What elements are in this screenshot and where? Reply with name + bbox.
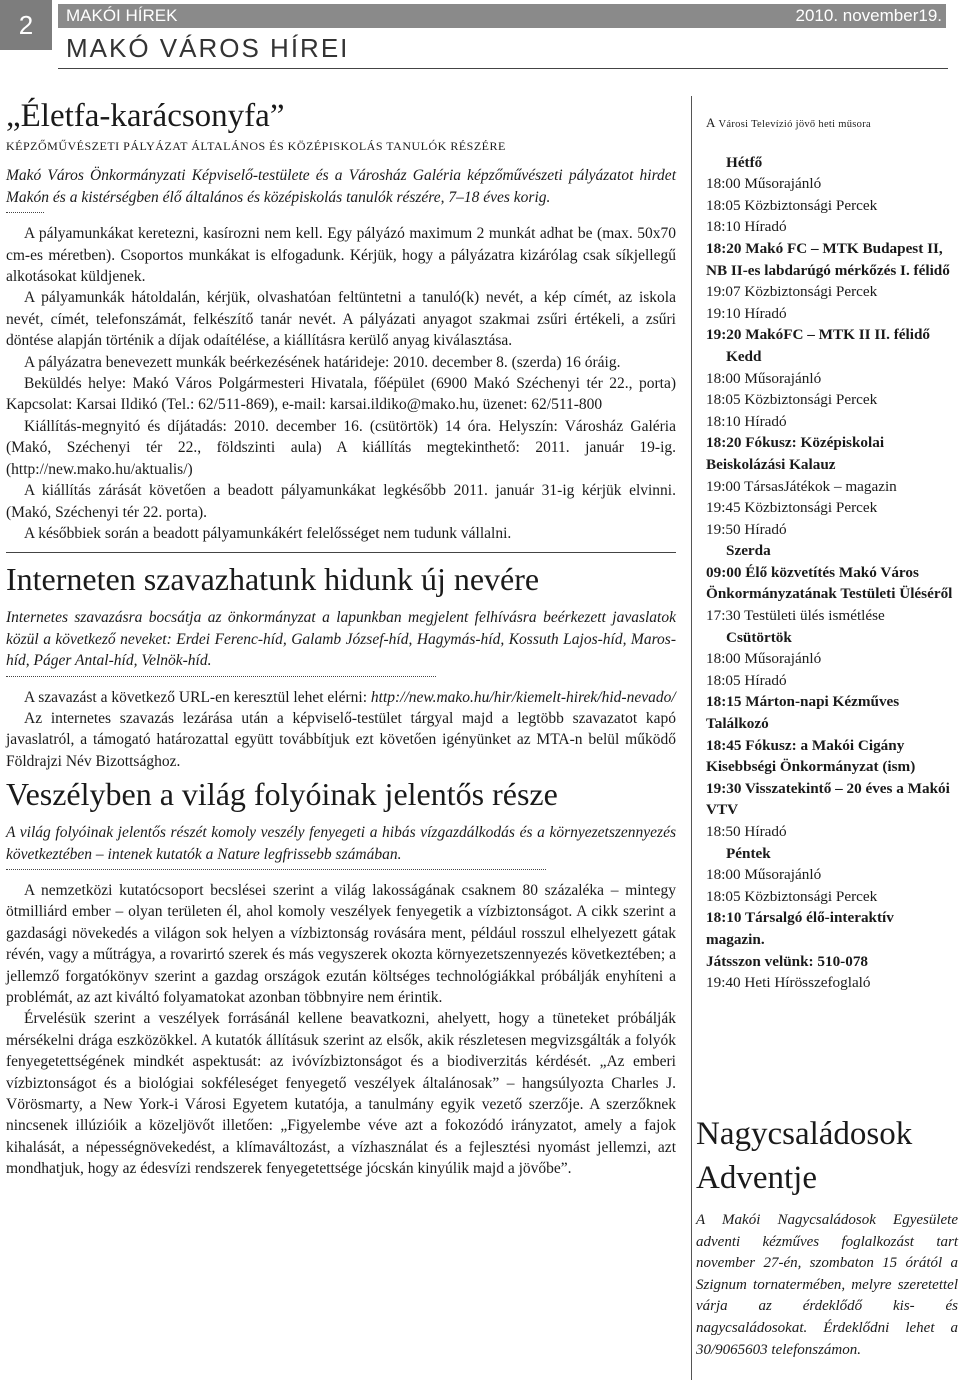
tv-schedule-title-rest: Városi Televízió jövő heti műsora [718,119,871,130]
tv-day-heading: Péntek [726,844,771,862]
tv-day-heading: Hétfő [726,153,763,171]
tv-program-item: 18:05 Közbiztonsági Percek [706,391,878,409]
tv-program-item: 18:15 Márton-napi Kézműves Találkozó [706,693,900,733]
article1-paragraph: A pályázatra benevezett munkák beérkezésének határideje: 2010. december 8. (szerda) 16 óráig. [24,353,621,371]
tv-program-item: 19:07 Közbiztonsági Percek [706,283,878,301]
article3-title: Veszélyben a világ folyóinak jelentős része [6,776,558,813]
tv-program-item: 18:20 Makó FC – MTK Budapest II, NB II-es labdarúgó mérkőzés I. félidő [706,239,950,279]
tv-day-heading: Kedd [726,347,762,365]
dotted-divider [6,869,546,870]
tv-program-item: 18:05 Híradó [706,671,787,689]
tv-program-item: 19:10 Híradó [706,304,787,322]
tv-day-heading: Szerda [726,542,771,560]
article1-paragraph: Beküldés helye: Makó Város Polgármesteri Hivatala, főépület (6900 Makó Széchenyi tér 22., porta) Kapcsolat: Karsai Ildikó (Tel.: 62/511-869), e-mail: karsai.ildiko@mako.hu, üzenet: 62/511-800 [6,375,676,414]
tv-schedule [706,112,956,994]
tv-program-item: 09:00 Élő közvetítés Makó Város Önkormányzatának Testületi Üléséről [706,563,953,603]
article1-title: „Életfa-karácsonyfa” [6,98,285,134]
header-divider [58,68,948,69]
article2-paragraph: Az internetes szavazás lezárása után a képviselő-testület tárgyal majd a legtöbb szavazatot kapó javaslatról, a támogató határozattal együtt továbbítjuk ezt követően igényünket az MTA-n belül működő Földrajzi Név Bizottsághoz. [6,709,676,770]
tv-program-item: 18:00 Műsorajánló [706,866,822,884]
tv-program-item: 19:20 MakóFC – MTK II II. félidő [706,326,931,344]
article2-url-paragraph [6,687,676,708]
article3-paragraph: Érvelésük szerint a veszélyek forrásánál kellene beavatkozni, ahelyett, hogy a tüneteket próbálják mérsékelni drága eszközökkel. A kutatók állításuk szerint az elsők, akik részletesen megvizsgálták a folyók fenyegetettségének mindkét aspektusát: az ivóvízbiztonságot és a biodiverzitás kérdését. „Az emberi vízbiztonságot és a biológiai sokféleséget fenyegető veszélyek általánosak” – hangsúlyozta Charles J. Vörösmarty, a New York-i Városi Egyetem kutatója, a tanulmány egyik vezető szerzője. A szerzőknek nincsenek illúzióik a közeljövőt illetően: „Figyelembe véve azt a fokozódó irányzatot, amely a fajok kihalását, a népességnövekedést, a klímaváltozást, a vízhasználat és a fejlesztési nyomást jellemzi, azt mondhatjuk, hogy az édesvízi rendszerek fenyegetettsége jócskán kinyúlik majd a jövőbe”. [6,1010,676,1178]
tv-program-item: 18:00 Műsorajánló [706,175,822,193]
article2-url-link[interactable]: http://new.mako.hu/hir/kiemelt-hirek/hid-nevado/ [370,688,676,706]
article2-url-text: A szavazást a következő URL-en keresztül lehet elérni: [24,688,368,706]
article1-kicker: KÉPZŐMŰVÉSZETI PÁLYÁZAT ÁLTALÁNOS ÉS KÖZÉPISKOLÁS TANULÓK RÉSZÉRE [6,139,506,153]
tv-program-item: 18:05 Közbiztonsági Percek [706,887,878,905]
advent-title: Nagycsaládosok Adventje [696,1116,913,1196]
page-number: 2 [0,0,52,50]
tv-schedule-title [706,112,956,136]
article1-paragraph: Kiállítás-megnyitó és díjátadás: 2010. december 16. (csütörtök) 14 óra. Helyszín: Városház Galéria (Makó, Széchenyi tér 22., földszinti aula) A kiállítás megtekinthető: 2011. január 19-ig. (http://new.mako.hu/aktualis/) [6,417,676,478]
tv-program-item: 19:00 TársasJátékok – magazin [706,477,897,495]
header-bar [58,4,946,28]
advent-text: A Makói Nagycsaládosok Egyesülete adventi kézműves foglalkozást tart november 27-én, szombaton 15 órától a Szignum tornatermében, melyre szeretettel várja az érdeklődő kis- és nagycsaládosokat. Érdeklődni lehet a 30/9065603 telefonszámon. [696,1212,958,1358]
tv-program-item: 18:45 Fókusz: a Makói Cigány Kisebbségi Önkormányzat (ism) [706,736,916,776]
article1-paragraph: A pályamunkák hátoldalán, kérjük, olvashatóan feltüntetni a tanuló(k) nevét, a kép címét, az iskola nevét, címét, telefonszámát, felkészítő tanár nevét. A pályázati anyagot szakmai zsűri értékeli, a zsűri döntése alapján történik a díjak odaítélése, a kiállításra kerülő anyag kiválasztása. [6,289,676,350]
article1-paragraph: A pályamunkákat keretezni, kasírozni nem kell. Egy pályázó maximum 2 munkát adhat be (max. 50x70 cm-es méretben). Csoportos munkákat is elfogadunk. Kérjük, hogy a pályázatra kizárólag csak síkjellegű alkotásokat küldjenek. [6,225,676,286]
tv-program-item: 19:30 Visszatekintő – 20 éves a Makói VTV [706,779,950,819]
article2-lead: Internetes szavazásra bocsátja az önkormányzat a lapunkban megjelent felhívásra beérkezett javaslatok közül a következő neveket: Erdei Ferenc-híd, Galamb József-híd, Hagymás-híd, Kossuth Lajos-híd, Maros-híd, Páger Antal-híd, Velnök-híd. [6,609,676,670]
tv-program-item: 18:05 Közbiztonsági Percek [706,196,878,214]
tv-program-item: 18:10 Híradó [706,218,787,236]
tv-schedule-title-initial: A [706,115,715,130]
tv-program-item: 18:10 Híradó [706,412,787,430]
tv-program-item: 19:45 Közbiztonsági Percek [706,499,878,517]
tv-program-item: 17:30 Testületi ülés ismétlése [706,607,885,625]
issue-date: 2010. november19. [795,6,942,25]
tv-program-item: 18:00 Műsorajánló [706,369,822,387]
article-divider [6,552,676,553]
dotted-divider [6,676,436,677]
tv-program-item: 18:00 Műsorajánló [706,650,822,668]
tv-program-item: 19:50 Híradó [706,520,787,538]
article1-lead: Makó Város Önkormányzati Képviselő-testülete és a Városház Galéria képzőművészeti pályázatot hirdet Makón és a kistérségben élő általános és középiskolás tanulók részére, 7–18 éves korig. [6,167,676,206]
column-divider [691,96,692,1380]
article2-title: Interneten szavazhatunk hidunk új nevére [6,561,540,598]
article1-paragraph: A későbbiek során a beadott pályamunkákért felelősséget nem tudunk vállalni. [24,524,512,542]
advent-box [696,1112,958,1361]
tv-day-heading: Csütörtök [726,628,792,646]
section-label: MAKÓI HÍREK [66,6,178,25]
article3-paragraph: A nemzetközi kutatócsoport becslései szerint a világ lakosságának csaknem 80 százaléka – mintegy ötmilliárd ember – olyan területen él, ahol komoly veszélyek fenyegetik a vízbiztonságot. A cikk szerint a gazdasági növekedés a világon sok helyen a vízbiztonság rovására ment, például rosszul elhelyezett gátak révén, vagy a műtrágya, a rovarirtó szerek és más vegyszerek okozta környezetszennyezés következtében; a jellemző forgatókönyv szerint a gazdag országok ezután költséges technológiákkal próbálják enyhíteni a problémát, az azt kiváltó folyamatokat azonban többnyire nem érintik. [6,881,676,1006]
dotted-divider [6,212,44,213]
article1-paragraph: A kiállítás zárását követően a beadott pályamunkákat legkésőbb 2011. január 31-ig kérjük elvinni. (Makó, Széchenyi tér 22. porta). [6,482,676,521]
page-title: MAKÓ VÁROS HÍREI [66,33,350,63]
tv-program-item: Játsszon velünk: 510-078 [706,952,869,970]
main-column [6,96,676,1180]
tv-program-item: 18:20 Fókusz: Középiskolai Beiskolázási Kalauz [706,434,885,473]
article3-lead: A világ folyóinak jelentős részét komoly veszély fenyegeti a hibás vízgazdálkodás és a környezetszennyezés következtében – intenek kutatók a Nature legfrissebb számában. [6,824,676,863]
tv-schedule-list [706,152,956,994]
tv-program-item: 18:10 Társalgó élő-interaktív magazin. [706,909,894,948]
tv-program-item: 19:40 Heti Hírösszefoglaló [706,974,871,992]
tv-program-item: 18:50 Híradó [706,823,787,840]
